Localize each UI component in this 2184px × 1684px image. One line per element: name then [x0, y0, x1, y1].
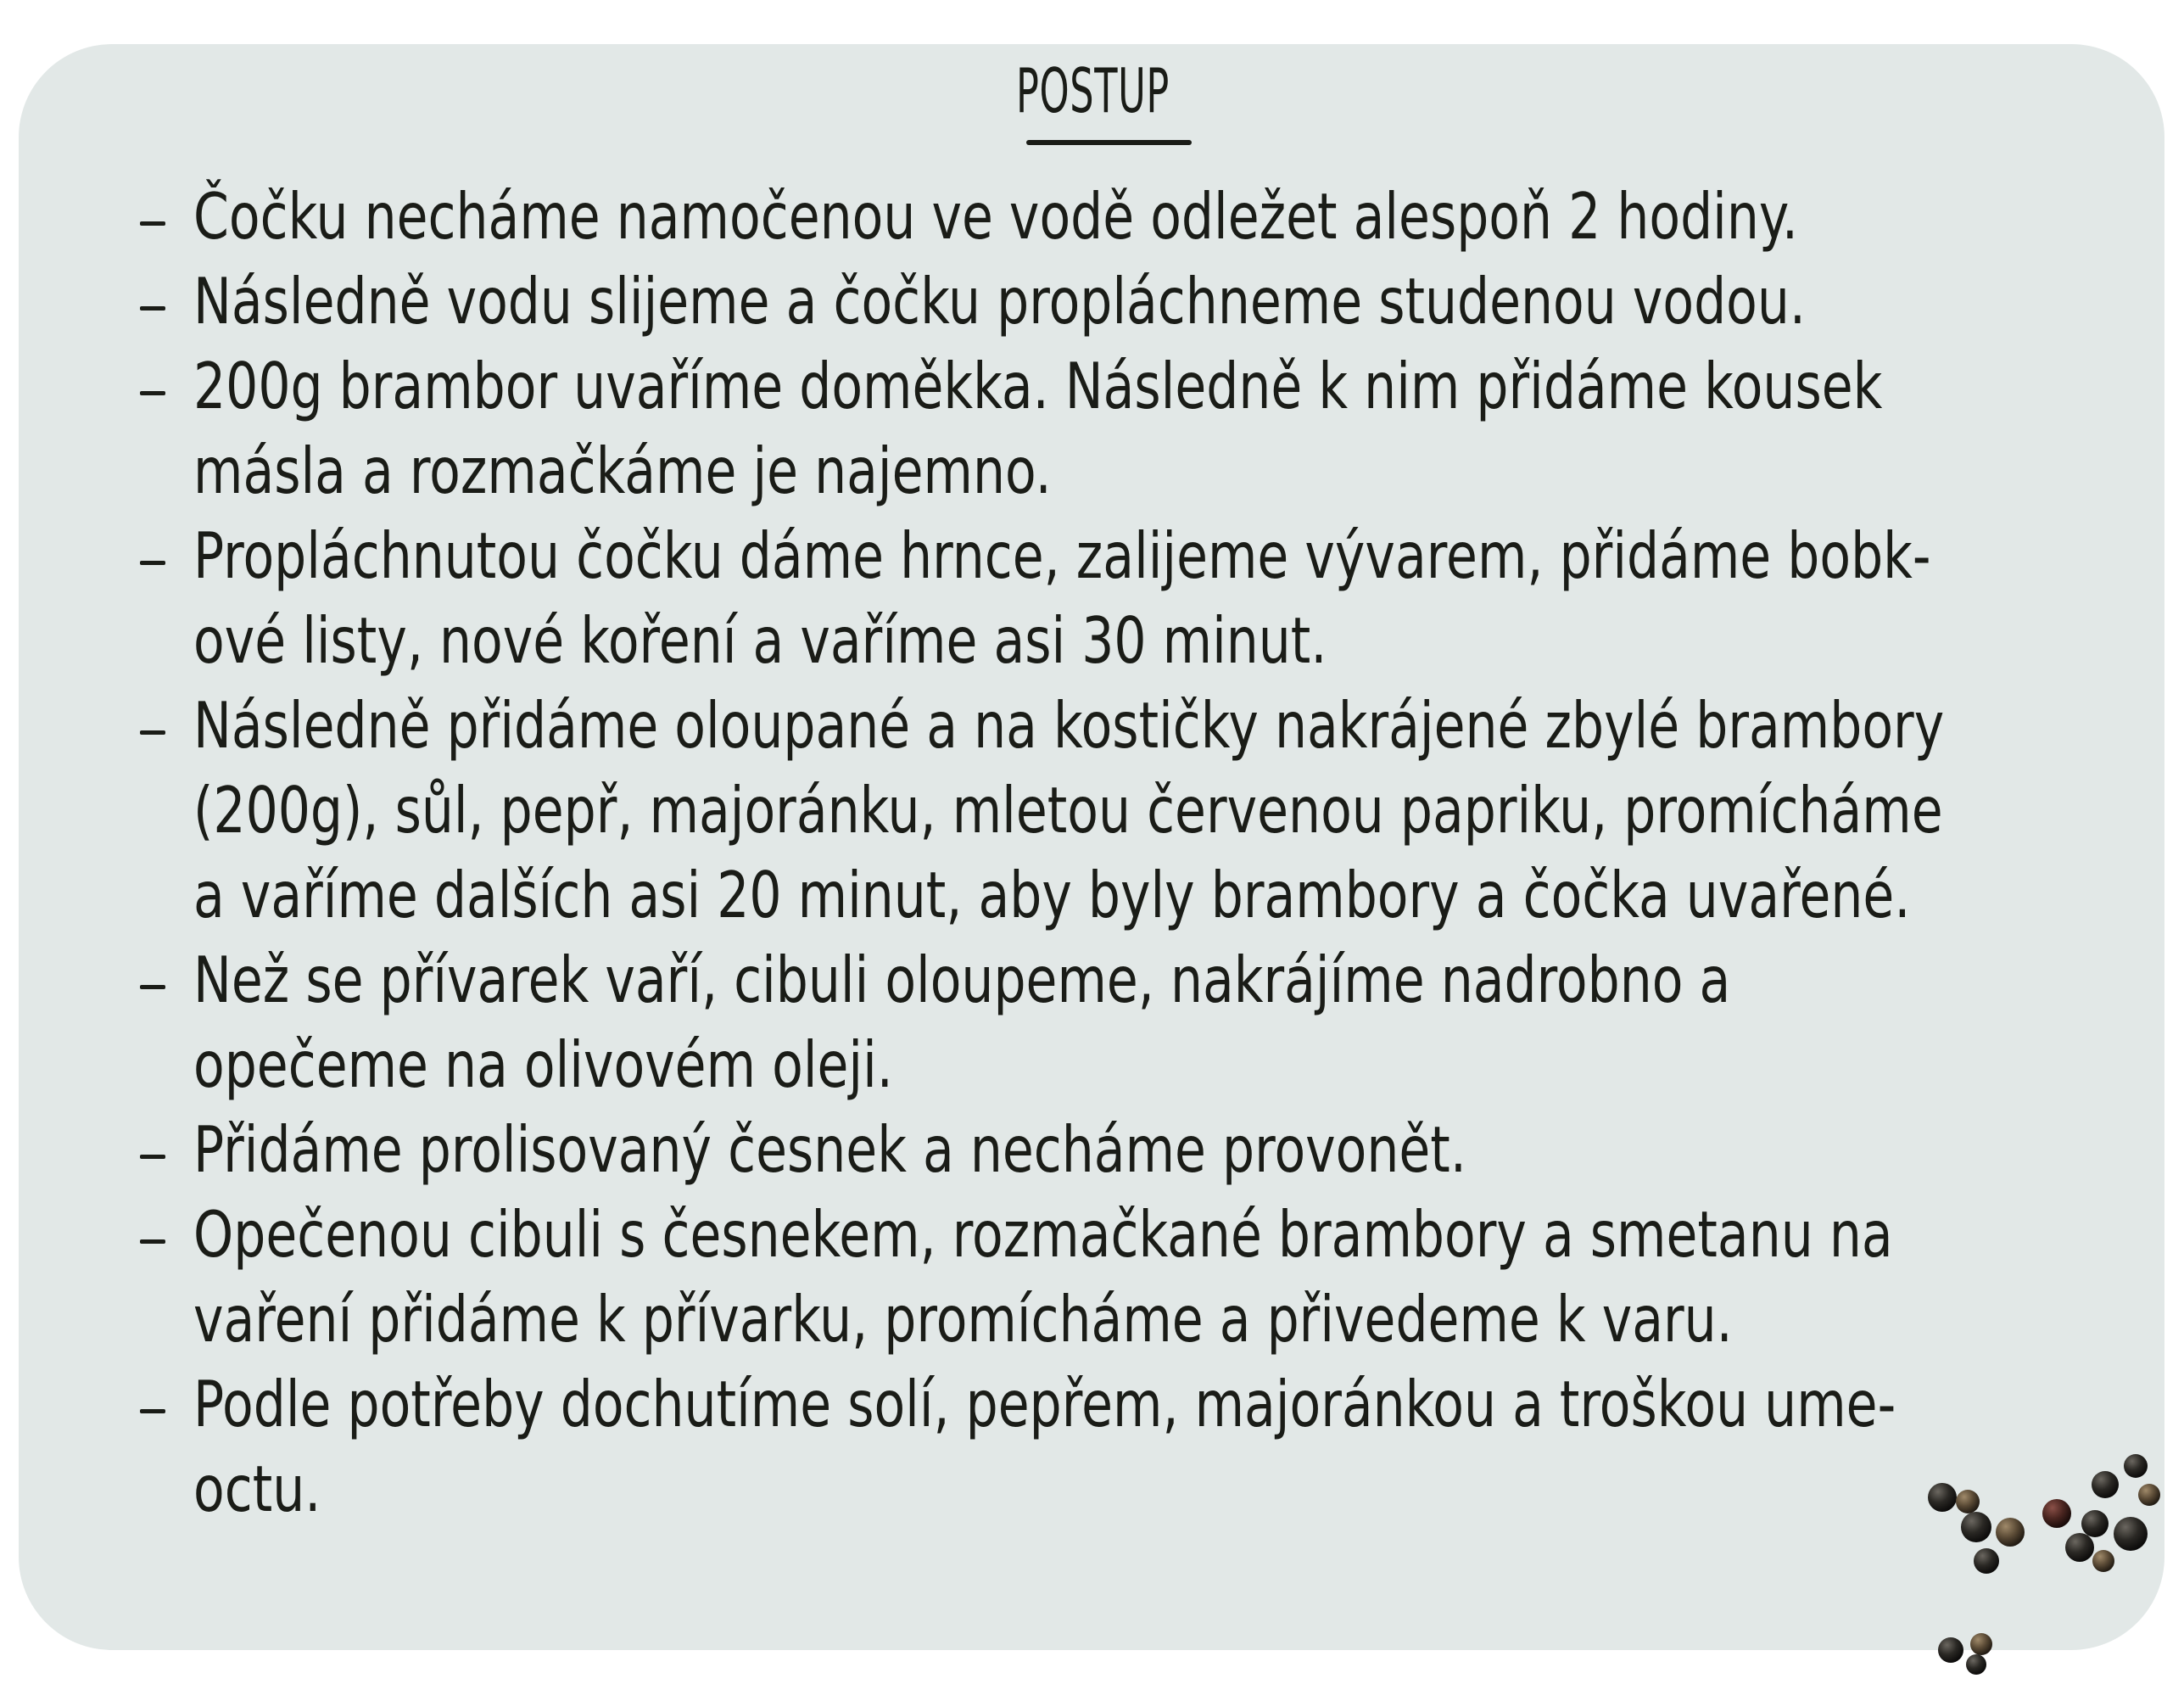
step-line: Přidáme prolisovaný česnek a necháme provonět.: [193, 1112, 1466, 1187]
step-line: Než se přívarek vaří, cibuli oloupeme, nakrájíme nadrobno a: [193, 943, 1731, 1017]
step-line: Čočku necháme namočenou ve vodě odležet alespoň 2 hodiny.: [193, 179, 1798, 254]
step-line: Následně vodu slijeme a čočku propláchneme studenou vodou.: [193, 264, 1806, 338]
step-line: Propláchnutou čočku dáme hrnce, zalijeme vývarem, přidáme bobk-: [193, 518, 1931, 593]
step-line: másla a rozmačkáme je najemno.: [193, 434, 1052, 508]
step-line: a vaříme dalších asi 20 minut, aby byly brambory a čočka uvařené.: [193, 858, 1911, 932]
step-bullet: [140, 730, 165, 735]
step-line: Opečenou cibuli s česnekem, rozmačkané brambory a smetanu na: [193, 1197, 1893, 1272]
step-line: Následně přidáme oloupané a na kostičky nakrájené zbylé brambory: [193, 688, 1945, 763]
peppercorns-illustration: [1925, 1442, 2180, 1684]
step-line: ové listy, nové koření a vaříme asi 30 minut.: [193, 603, 1327, 678]
step-line: (200g), sůl, pepř, majoránku, mletou červenou papriku, promícháme: [193, 773, 1943, 848]
title-underline: [1026, 140, 1192, 145]
step-line: opečeme na olivovém oleji.: [193, 1027, 893, 1102]
step-bullet: [140, 1155, 165, 1159]
step-bullet: [140, 306, 165, 311]
step-bullet: [140, 985, 165, 989]
step-line: octu.: [193, 1452, 321, 1526]
step-bullet: [140, 1409, 165, 1413]
step-bullet: [140, 1239, 165, 1244]
step-bullet: [140, 391, 165, 395]
step-line: Podle potřeby dochutíme solí, pepřem, majoránkou a troškou ume-: [193, 1367, 1896, 1441]
section-title: POSTUP: [1015, 55, 1170, 126]
step-line: vaření přidáme k přívarku, promícháme a přivedeme k varu.: [193, 1282, 1733, 1357]
step-bullet: [140, 221, 165, 226]
step-line: 200g brambor uvaříme doměkka. Následně k nim přidáme kousek: [193, 349, 1883, 423]
step-bullet: [140, 561, 165, 565]
